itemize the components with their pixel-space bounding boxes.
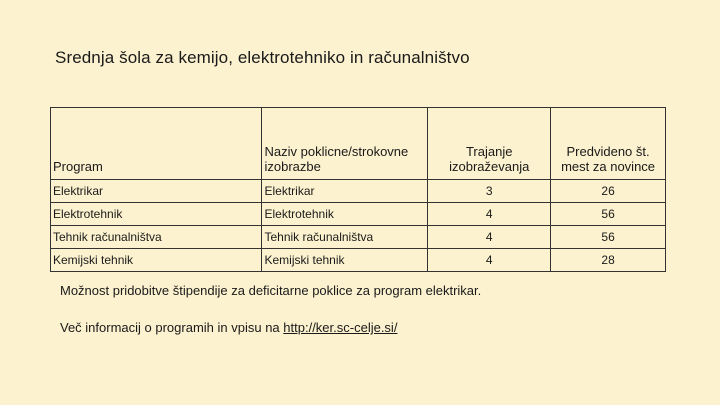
cell-duration: 3	[428, 180, 551, 203]
cell-duration: 4	[428, 249, 551, 272]
header-program: Program	[51, 108, 262, 180]
cell-places: 28	[551, 249, 666, 272]
scholarship-note: Možnost pridobitve štipendije za deficitarne poklice za program elektrikar.	[60, 283, 482, 298]
header-places: Predvideno št. mest za novince	[551, 108, 666, 180]
cell-duration: 4	[428, 203, 551, 226]
school-website-link[interactable]: http://ker.sc-celje.si/	[283, 320, 398, 335]
cell-qualification: Tehnik računalništva	[262, 226, 428, 249]
cell-program: Elektrikar	[51, 180, 262, 203]
cell-places: 56	[551, 226, 666, 249]
table-row	[51, 249, 666, 272]
table-row	[51, 180, 666, 203]
cell-qualification: Elektrikar	[262, 180, 428, 203]
page-title: Srednja šola za kemijo, elektrotehniko in računalništvo	[55, 48, 470, 67]
cell-program: Kemijski tehnik	[51, 249, 262, 272]
cell-duration: 4	[428, 226, 551, 249]
header-qualification: Naziv poklicne/strokovne izobrazbe	[262, 108, 428, 180]
cell-program: Elektrotehnik	[51, 203, 262, 226]
more-info-note	[60, 320, 397, 335]
header-duration: Trajanje izobraževanja	[428, 108, 551, 180]
cell-places: 26	[551, 180, 666, 203]
cell-program: Tehnik računalništva	[51, 226, 262, 249]
cell-places: 56	[551, 203, 666, 226]
table-header-row	[51, 108, 666, 180]
table-row	[51, 226, 666, 249]
table-row	[51, 203, 666, 226]
cell-qualification: Elektrotehnik	[262, 203, 428, 226]
cell-qualification: Kemijski tehnik	[262, 249, 428, 272]
programs-table	[50, 107, 666, 272]
more-info-text: Več informacij o programih in vpisu na	[60, 320, 284, 335]
